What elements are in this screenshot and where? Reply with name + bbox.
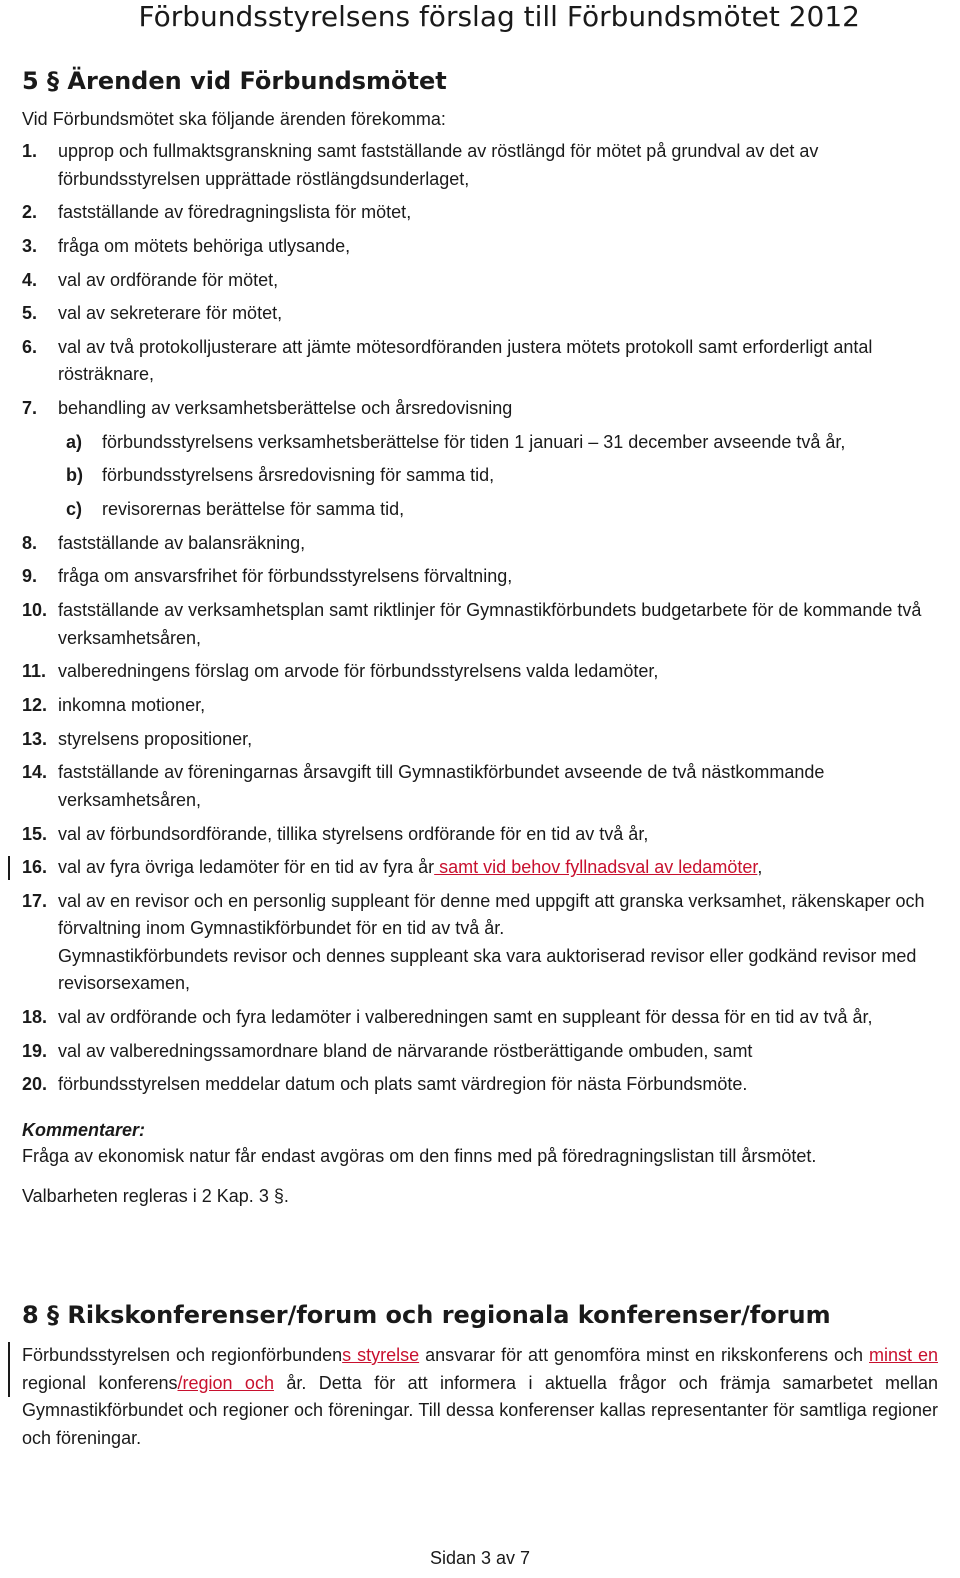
list-item: 5. val av sekreterare för mötet, <box>22 303 283 324</box>
list-item: 7. behandling av verksamhetsberättelse och årsredovisning a) förbundsstyrelsens verksamhetsberättelse för tiden 1 januari – 31 december avseende två år, b) förbundsstyrelsens årsredovisning för samma tid, c) revisorernas berättelse för samma tid, <box>22 395 938 523</box>
section-5 <box>22 66 938 1209</box>
list-item: 18. val av ordförande och fyra ledamöter i valberedningen samt en suppleant för dessa för en tid av två år, <box>22 1007 873 1028</box>
comment-text: Fråga av ekonomisk natur får endast avgöras om den finns med på föredragningslistan till årsmötet. <box>22 1145 817 1166</box>
list-item: 2. fastställande av föredragningslista för mötet, <box>22 202 412 223</box>
section-8 <box>22 1300 938 1452</box>
tracked-insertion: /region och <box>177 1372 274 1393</box>
sub-list-item: b) förbundsstyrelsens årsredovisning för samma tid, <box>66 465 495 486</box>
sub-list-item: a) förbundsstyrelsens verksamhetsberättelse för tiden 1 januari – 31 december avseende två år, <box>66 431 846 452</box>
page-header: Förbundsstyrelsens förslag till Förbundsmötet 2012 <box>138 0 860 33</box>
list-item: 11. valberedningens förslag om arvode för förbundsstyrelsens valda ledamöter, <box>22 661 659 682</box>
section-8-paragraph: Förbundsstyrelsen och regionförbundens styrelse ansvarar för att genomföra minst en rikskonferens och minst en regional konferens/region och år. Detta för att informera i aktuella frågor och främja samarbetet mellan Gymnastikförbundet och regioner och föreningar. Till dessa konferenser kallas representanter för samtliga regioner och föreningar. <box>22 1342 938 1452</box>
sub-list-item: c) revisorernas berättelse för samma tid, <box>66 499 405 519</box>
section-5-heading: 5 § Ärenden vid Förbundsmötet <box>22 67 447 95</box>
list-item: 9. fråga om ansvarsfrihet för förbundsstyrelsens förvaltning, <box>22 566 513 587</box>
list-item: 16. val av fyra övriga ledamöter för en tid av fyra år samt vid behov fyllnadsval av ledamöter, <box>22 854 938 882</box>
change-bar <box>8 1342 10 1397</box>
tracked-insertion: samt vid behov fyllnadsval av ledamöter <box>434 857 758 878</box>
list-item: 1. upprop och fullmaktsgranskning samt fastställande av röstlängd för mötet på grundval av det av förbundsstyrelsen upprättade röstlängdsunderlaget, <box>22 141 819 189</box>
list-item: 13. styrelsens propositioner, <box>22 728 253 749</box>
tracked-insertion: s styrelse <box>342 1345 420 1365</box>
tracked-insertion: minst en <box>869 1345 939 1365</box>
list-item: 15. val av förbundsordförande, tillika styrelsens ordförande för en tid av två år, <box>22 823 649 844</box>
change-bar <box>8 856 10 880</box>
comment-text: Valbarheten regleras i 2 Kap. 3 §. <box>22 1185 289 1206</box>
sub-list <box>58 429 938 524</box>
section-5-intro: Vid Förbundsmötet ska följande ärenden förekomma: <box>22 109 446 129</box>
comments-title: Kommentarer: <box>22 1119 146 1140</box>
list-item: 17. val av en revisor och en personlig suppleant för denne med uppgift att granska verksamhet, räkenskaper och förvaltning inom Gymnastikförbundet för en tid av två år. Gymnastikförbundets revisor och dennes suppleant ska vara auktoriserad revisor eller godkänd revisor med revisorsexamen, <box>22 890 925 994</box>
comments <box>22 1117 938 1209</box>
list-item: 6. val av två protokolljusterare att jämte mötesordföranden justera mötets protokoll samt erforderligt antal rösträknare, <box>22 336 873 385</box>
list-item: 20. förbundsstyrelsen meddelar datum och plats samt värdregion för nästa Förbundsmöte. <box>22 1074 748 1095</box>
list-item: 3. fråga om mötets behöriga utlysande, <box>22 235 351 256</box>
list-item: 10. fastställande av verksamhetsplan samt riktlinjer för Gymnastikförbundets budgetarbete för de kommande två verksamhetsåren, <box>22 600 922 648</box>
list-item: 8. fastställande av balansräkning, <box>22 532 306 553</box>
list-item: 4. val av ordförande för mötet, <box>22 269 279 290</box>
section-8-heading: 8 § Rikskonferenser/forum och regionala konferenser/forum <box>22 1301 831 1329</box>
list-item: 14. fastställande av föreningarnas årsavgift till Gymnastikförbundet avseende de två nästkommande verksamhetsåren, <box>22 762 825 810</box>
list-item: 19. val av valberedningssamordnare bland de närvarande röstberättigande ombuden, samt <box>22 1040 753 1061</box>
page-number: Sidan 3 av 7 <box>429 1548 531 1568</box>
agenda-list <box>22 138 938 1099</box>
list-item: 12. inkomna motioner, <box>22 694 206 715</box>
